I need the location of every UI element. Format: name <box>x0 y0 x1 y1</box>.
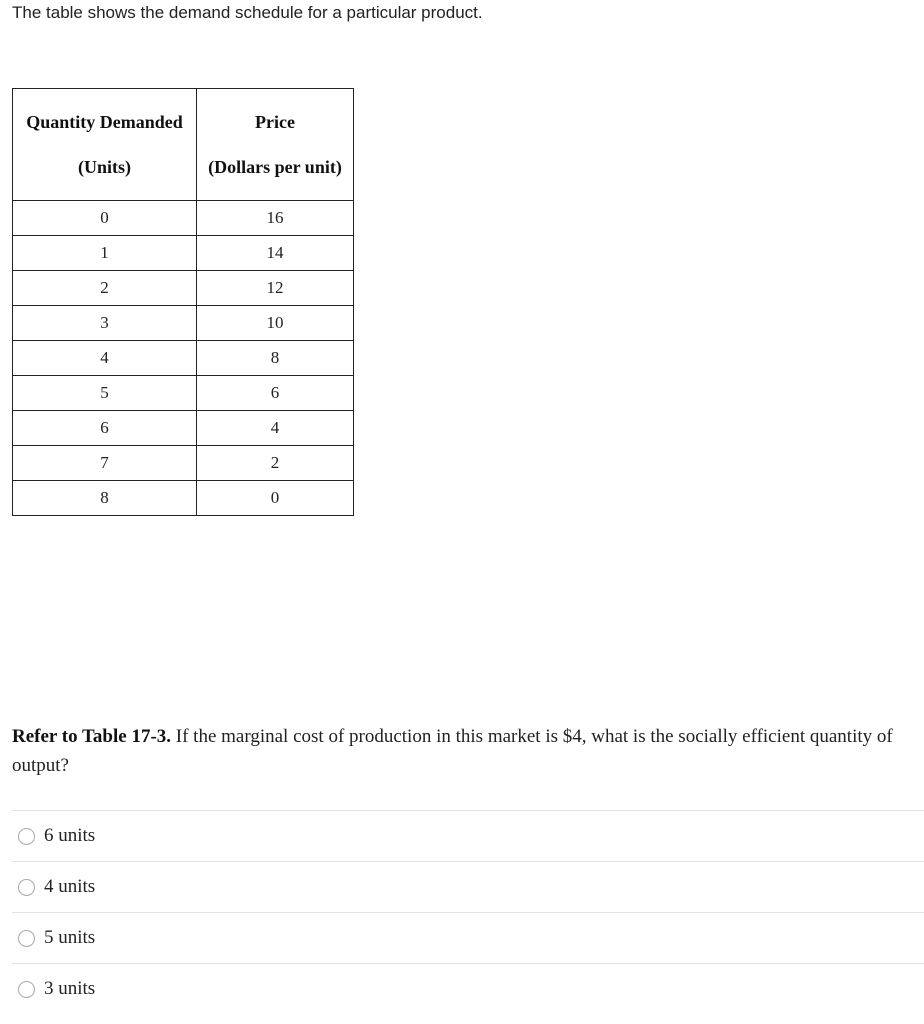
radio-button[interactable] <box>18 930 35 947</box>
question-text <box>12 722 918 780</box>
radio-button[interactable] <box>18 828 35 845</box>
quantity-cell: 1 <box>13 236 197 271</box>
table-row <box>13 446 354 481</box>
price-cell: 0 <box>197 481 354 516</box>
question-reference: Refer to Table 17-3. <box>12 726 172 747</box>
table-row <box>13 341 354 376</box>
header-quantity-title: Quantity Demanded <box>26 111 183 132</box>
table-header-row <box>13 89 354 201</box>
table-row <box>13 271 354 306</box>
table-row <box>13 411 354 446</box>
price-cell: 14 <box>197 236 354 271</box>
header-price-title: Price <box>255 111 295 132</box>
table-row <box>13 236 354 271</box>
quantity-cell: 8 <box>13 481 197 516</box>
header-price <box>197 89 354 201</box>
quantity-cell: 2 <box>13 271 197 306</box>
quantity-cell: 6 <box>13 411 197 446</box>
answer-option[interactable] <box>12 810 924 861</box>
answer-option[interactable] <box>12 963 924 1014</box>
header-quantity-unit: (Units) <box>78 156 131 177</box>
answer-option-label[interactable]: 5 units <box>44 927 96 948</box>
table-row <box>13 481 354 516</box>
demand-schedule-table <box>12 88 354 516</box>
quantity-cell: 0 <box>13 201 197 236</box>
answer-options <box>12 810 924 1014</box>
radio-button[interactable] <box>18 981 35 998</box>
price-cell: 16 <box>197 201 354 236</box>
table-row <box>13 376 354 411</box>
header-quantity <box>13 89 197 201</box>
answer-option-label[interactable]: 6 units <box>44 825 96 846</box>
price-cell: 10 <box>197 306 354 341</box>
quantity-cell: 3 <box>13 306 197 341</box>
quantity-cell: 7 <box>13 446 197 481</box>
price-cell: 4 <box>197 411 354 446</box>
question-body: If the marginal cost of production in this market is $4, what is the socially efficient quantity of output? <box>12 726 893 776</box>
intro-text: The table shows the demand schedule for a particular product. <box>12 3 483 22</box>
table-row <box>13 201 354 236</box>
header-price-unit: (Dollars per unit) <box>208 156 342 177</box>
table-row <box>13 306 354 341</box>
answer-option[interactable] <box>12 912 924 963</box>
quantity-cell: 4 <box>13 341 197 376</box>
answer-option[interactable] <box>12 861 924 912</box>
price-cell: 6 <box>197 376 354 411</box>
quantity-cell: 5 <box>13 376 197 411</box>
price-cell: 8 <box>197 341 354 376</box>
answer-option-label[interactable]: 3 units <box>44 978 96 999</box>
price-cell: 2 <box>197 446 354 481</box>
answer-option-label[interactable]: 4 units <box>44 876 96 897</box>
price-cell: 12 <box>197 271 354 306</box>
radio-button[interactable] <box>18 879 35 896</box>
